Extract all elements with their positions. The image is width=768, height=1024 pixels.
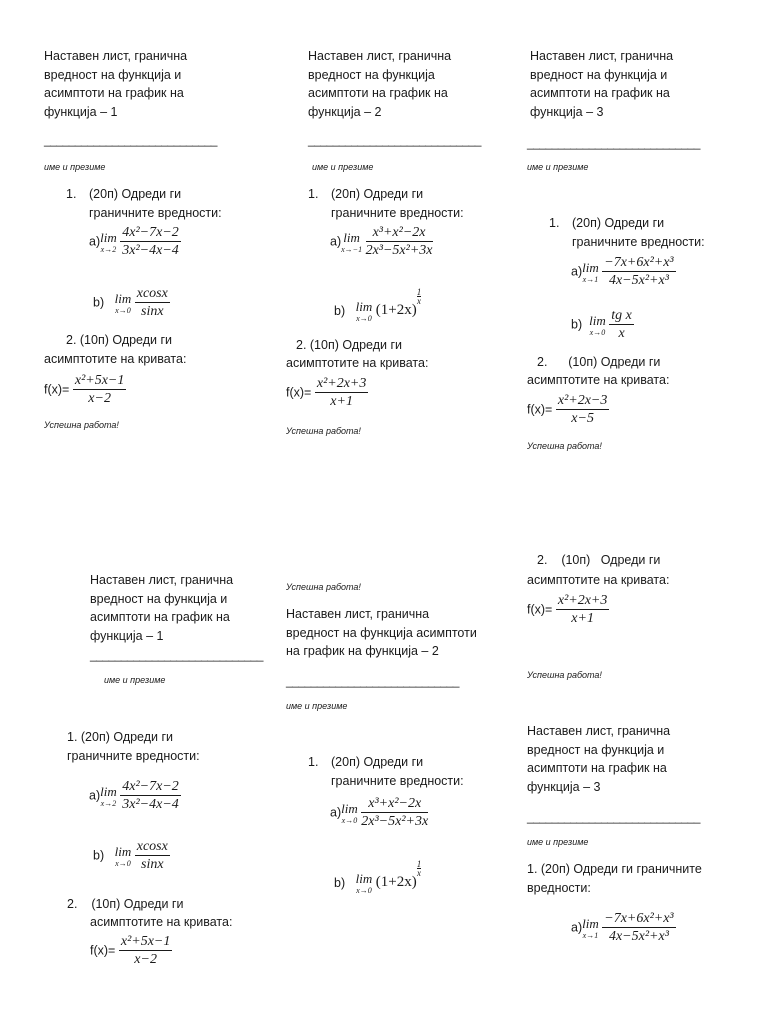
q1-line: граничните вредности: bbox=[331, 205, 464, 220]
title-line: вредност на функција асимптоти bbox=[286, 625, 477, 640]
title-line: вредност на функција и bbox=[527, 742, 665, 757]
q2-number: 2. (10п) Одреди ги bbox=[537, 553, 661, 567]
title-line: асимптоти на график на bbox=[44, 86, 184, 100]
title-line: Наставен лист, гранична bbox=[308, 49, 452, 63]
lim: lim x→2 bbox=[100, 783, 117, 808]
lim: lim x→0 bbox=[114, 843, 132, 868]
sheet-2b-title bbox=[286, 605, 477, 661]
title-line: на график на функција – 2 bbox=[286, 644, 439, 658]
q1-line: (20п) Одреди ги bbox=[331, 187, 424, 201]
q2-text: асимптотите на кривата: bbox=[527, 373, 670, 387]
lim: lim x→−1 bbox=[341, 229, 363, 254]
label-f: f(x)= bbox=[527, 402, 553, 417]
good-luck: Успешна работа! bbox=[527, 441, 602, 451]
q1-number: 1. bbox=[549, 216, 560, 230]
q1-text bbox=[527, 860, 702, 897]
good-luck: Успешна работа! bbox=[286, 426, 361, 436]
title-line: Наставен лист, гранична bbox=[530, 49, 674, 63]
label-a: а) bbox=[330, 805, 342, 820]
q1-number: 1. bbox=[308, 187, 319, 201]
name-line: ____________________________ bbox=[527, 136, 700, 150]
q1-text bbox=[572, 214, 705, 251]
limit-b bbox=[93, 285, 170, 320]
q2-text: асимптотите на кривата: bbox=[286, 356, 429, 370]
lim: lim x→0 bbox=[355, 298, 373, 323]
fraction: $\frac{\text{x²+2x+3}}{x+1}$ bbox=[557, 593, 608, 626]
fraction: $\frac{\text{−7x+6x²+x³}}{\text{4x−5x²+x³}}$ bbox=[604, 911, 674, 944]
title-line: Наставен лист, гранична bbox=[44, 49, 188, 63]
title-line: асимптоти на график на bbox=[90, 610, 230, 624]
sheet-2-title bbox=[308, 47, 451, 121]
limit-a bbox=[89, 778, 181, 813]
lim: lim x→0 bbox=[355, 870, 373, 895]
title-line: функција – 1 bbox=[44, 104, 118, 119]
fraction: $\frac{xcosx}{\sin x}$ bbox=[136, 286, 168, 319]
title-line: вредност на функција и bbox=[44, 67, 182, 82]
q1-line: граничните вредности: bbox=[89, 205, 222, 220]
title-line: Наставен лист, гранична bbox=[527, 724, 671, 738]
label-a: а) bbox=[571, 920, 583, 935]
lim: lim x→0 bbox=[589, 312, 606, 337]
title-line: функција – 2 bbox=[308, 104, 382, 119]
sheet-3b-title bbox=[527, 722, 670, 796]
good-luck: Успешна работа! bbox=[286, 582, 361, 592]
fraction: $\frac{\text{−7x+6x²+x³}}{\text{4x−5x²+x³}}$ bbox=[604, 255, 674, 288]
limit-a bbox=[330, 224, 433, 259]
label-a: а) bbox=[89, 788, 101, 803]
title-line: асимптоти на график на bbox=[527, 761, 667, 775]
q1-number: 1. bbox=[66, 187, 77, 201]
limit-b bbox=[334, 860, 421, 895]
function-f bbox=[527, 392, 609, 427]
name-label: име и презиме bbox=[312, 162, 374, 172]
title-line: вредност на функција и bbox=[90, 591, 228, 606]
q2-number: 2. (10п) Одреди ги bbox=[537, 355, 661, 369]
fraction: $\frac{xcosx}{\sin x}$ bbox=[136, 839, 168, 872]
label-a: а) bbox=[89, 234, 101, 249]
limit-a bbox=[89, 224, 181, 259]
q2-text: асимптотите на кривата: bbox=[527, 573, 670, 587]
name-label: име и презиме bbox=[286, 701, 348, 711]
fraction: $\frac{\text{x³+x²−2x}}{\text{2x³−5x²+3x}}$ bbox=[365, 225, 433, 258]
q1-number: 1. bbox=[308, 755, 319, 769]
q1-line: (20п) Одреди ги bbox=[331, 755, 424, 769]
lim: lim x→0 bbox=[114, 290, 132, 315]
limit-b bbox=[93, 838, 170, 873]
q1-line: (20п) Одреди ги bbox=[572, 216, 665, 230]
name-label: име и презиме bbox=[104, 675, 166, 685]
fraction: $\frac{\text{x²+5x−1}}{x-2}$ bbox=[120, 934, 171, 967]
q2-text: асимптотите на кривата: bbox=[90, 915, 233, 929]
q1-line: граничните вредности: bbox=[331, 773, 464, 788]
q1-line: 1. (20п) Одреди ги граничните bbox=[527, 862, 702, 876]
label-a: а) bbox=[330, 234, 342, 249]
label-b: b) bbox=[93, 295, 105, 310]
expression: (1+2x) bbox=[375, 874, 417, 890]
label-f: f(x)= bbox=[286, 385, 312, 400]
q1-line: вредности: bbox=[527, 880, 591, 895]
limit-a bbox=[571, 254, 676, 289]
label-f: f(x)= bbox=[44, 382, 70, 397]
function-f bbox=[90, 933, 172, 968]
label-f: f(x)= bbox=[527, 602, 553, 617]
power: $\frac{1}{x}$ bbox=[416, 859, 422, 878]
power: $\frac{1}{x}$ bbox=[416, 287, 422, 306]
function-f bbox=[44, 372, 126, 407]
name-line: ____________________________ bbox=[44, 133, 217, 147]
title-line: функција – 3 bbox=[527, 779, 601, 794]
function-f bbox=[286, 375, 368, 410]
limit-b bbox=[571, 307, 634, 342]
sheet-1-title bbox=[44, 47, 187, 121]
fraction: $\frac{\text{x²+5x−1}}{x-2}$ bbox=[74, 373, 125, 406]
q1-text bbox=[67, 728, 200, 765]
label-b: b) bbox=[571, 317, 583, 332]
q1-line: граничните вредности: bbox=[67, 748, 200, 763]
sheet-3-title bbox=[530, 47, 673, 121]
q1-line: граничните вредности: bbox=[572, 234, 705, 249]
title-line: функција – 3 bbox=[530, 104, 604, 119]
q2-text: асимптотите на кривата: bbox=[44, 352, 187, 366]
title-line: Наставен лист, гранична bbox=[286, 607, 430, 621]
q1-line: 1. (20п) Одреди ги bbox=[67, 730, 174, 744]
fraction: $\frac{\text{x³+x²−2x}}{\text{2x³−5x²+3x}}$ bbox=[361, 796, 429, 829]
title-line: асимптоти на график на bbox=[308, 86, 448, 100]
limit-b bbox=[334, 288, 421, 323]
q1-text bbox=[331, 185, 464, 222]
title-line: функција – 1 bbox=[90, 628, 164, 643]
fraction: $\frac{\text{4x²−7x−2}}{\text{3x²−4x−4}}$ bbox=[122, 779, 179, 812]
name-line: ____________________________ bbox=[90, 648, 263, 662]
good-luck: Успешна работа! bbox=[527, 670, 602, 680]
name-line: ____________________________ bbox=[286, 674, 459, 688]
function-f bbox=[527, 592, 609, 627]
title-line: асимптоти на график на bbox=[530, 86, 670, 100]
q1-text bbox=[89, 185, 222, 222]
label-b: b) bbox=[334, 875, 346, 890]
q1-text bbox=[331, 753, 464, 790]
fraction: $\frac{\text{tg x}}{x}$ bbox=[611, 308, 632, 341]
name-label: име и презиме bbox=[44, 162, 106, 172]
name-line: ____________________________ bbox=[308, 133, 481, 147]
limit-a bbox=[571, 910, 676, 945]
label-b: b) bbox=[93, 848, 105, 863]
title-line: вредност на функција и bbox=[530, 67, 668, 82]
limit-a bbox=[330, 795, 428, 830]
fraction: $\frac{\text{x²+2x+3}}{x+1}$ bbox=[316, 376, 367, 409]
q1-line: (20п) Одреди ги bbox=[89, 187, 182, 201]
good-luck: Успешна работа! bbox=[44, 420, 119, 430]
name-line: ____________________________ bbox=[527, 810, 700, 824]
fraction: $\frac{\text{4x²−7x−2}}{\text{3x²−4x−4}}$ bbox=[122, 225, 179, 258]
sheet-1b-title bbox=[90, 571, 233, 645]
lim: lim x→0 bbox=[341, 800, 358, 825]
lim: lim x→1 bbox=[582, 259, 599, 284]
title-line: вредност на функција bbox=[308, 67, 435, 82]
expression: (1+2x) bbox=[375, 302, 417, 318]
q2-number: 2. (10п) Одреди ги bbox=[66, 333, 173, 347]
name-label: име и презиме bbox=[527, 837, 589, 847]
lim: lim x→2 bbox=[100, 229, 117, 254]
label-f: f(x)= bbox=[90, 943, 116, 958]
lim: lim x→1 bbox=[582, 915, 599, 940]
fraction: $\frac{\text{x²+2x−3}}{x-5}$ bbox=[557, 393, 608, 426]
q2-number: 2. (10п) Одреди ги bbox=[67, 897, 184, 911]
title-line: Наставен лист, гранична bbox=[90, 573, 234, 587]
q2-number: 2. (10п) Одреди ги bbox=[296, 338, 403, 352]
label-a: а) bbox=[571, 264, 583, 279]
name-label: име и презиме bbox=[527, 162, 589, 172]
label-b: b) bbox=[334, 303, 346, 318]
